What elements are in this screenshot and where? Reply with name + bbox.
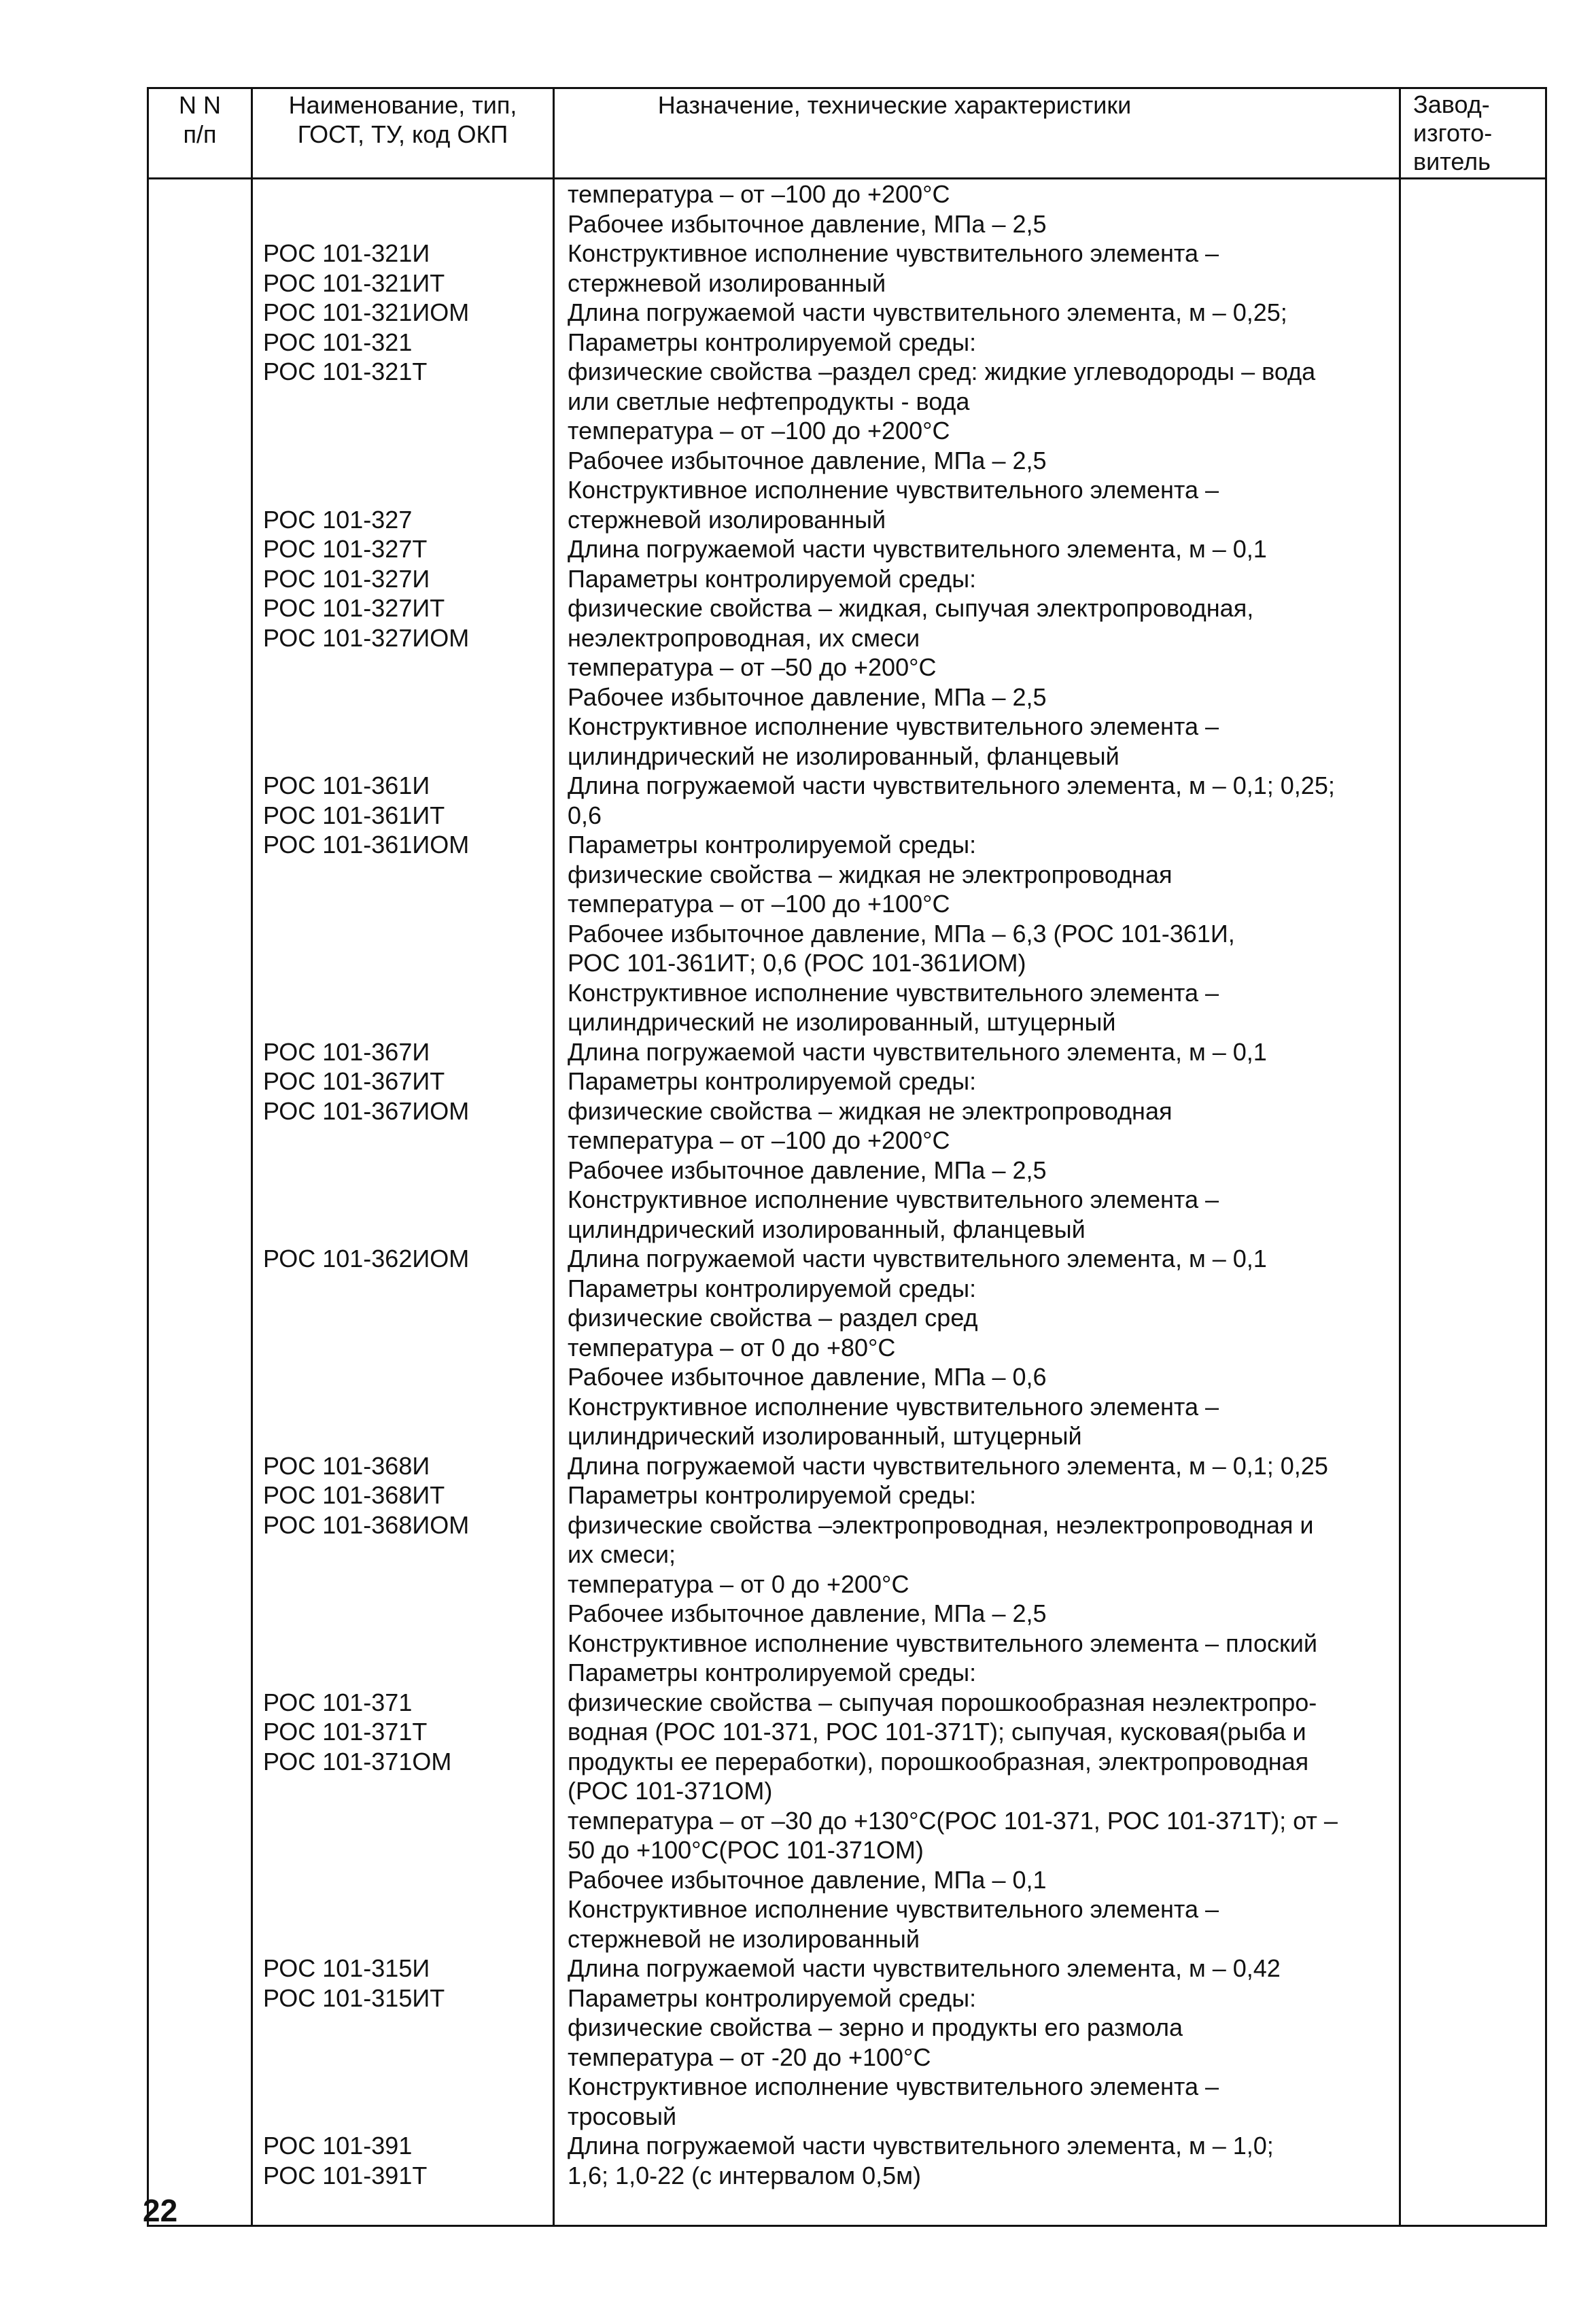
model-name	[263, 416, 549, 446]
spec-line: Конструктивное исполнение чувствительного элемента –	[568, 1392, 1219, 1421]
model-name: РОС 101-371Т	[263, 1718, 428, 1746]
spec-line: тросовый	[568, 2102, 677, 2130]
model-name	[263, 2102, 549, 2132]
model-name	[263, 1274, 549, 1304]
spec-line: Рабочее избыточное давление, МПа – 0,1	[568, 1865, 1047, 1894]
model-name	[263, 653, 549, 682]
spec-line: Длина погружаемой части чувствительного элемента, м – 0,42	[568, 1954, 1281, 1982]
spec-line: Рабочее избыточное давление, МПа – 6,3 (РОС 101-361И,	[568, 919, 1235, 948]
model-name: РОС 101-367И	[263, 1037, 430, 1066]
model-name	[263, 2072, 549, 2102]
spec-line: температура – от 0 до +200°С	[568, 1570, 909, 1598]
spec-line: Длина погружаемой части чувствительного элемента, м – 0,1	[568, 535, 1267, 563]
model-name: РОС 101-315И	[263, 1954, 430, 1982]
model-name: РОС 101-368ИТ	[263, 1481, 445, 1509]
model-name	[263, 919, 549, 949]
model-name	[263, 1185, 549, 1215]
spec-line: Конструктивное исполнение чувствительного элемента –	[568, 1895, 1219, 1923]
model-name: РОС 101-327ИОМ	[263, 623, 470, 652]
model-name: РОС 101-361ИТ	[263, 801, 445, 829]
model-name	[263, 1570, 549, 1599]
model-name	[263, 1392, 549, 1422]
model-name	[263, 209, 549, 239]
model-name	[263, 1303, 549, 1333]
model-name: РОС 101-327ИТ	[263, 594, 445, 622]
model-name: РОС 101-321И	[263, 239, 430, 267]
spec-line: стержневой изолированный	[568, 505, 886, 534]
spec-line: 0,6	[568, 801, 602, 829]
model-name	[263, 1007, 549, 1037]
spec-line: температура – от –100 до +200°С	[568, 1126, 950, 1154]
model-name: РОС 101-321ИОМ	[263, 298, 470, 326]
spec-line: Рабочее избыточное давление, МПа – 2,5	[568, 209, 1047, 238]
spec-line: температура – от –100 до +100°С	[568, 890, 950, 918]
model-name: РОС 101-371ОМ	[263, 1747, 452, 1775]
model-name	[263, 742, 549, 772]
model-name: РОС 101-371	[263, 1688, 413, 1716]
spec-line: физические свойства – сыпучая порошкообразная неэлектропро-	[568, 1688, 1317, 1716]
model-name	[263, 1776, 549, 1806]
model-name	[263, 1835, 549, 1865]
spec-line: Рабочее избыточное давление, МПа – 2,5	[568, 682, 1047, 711]
model-name: РОС 101-368ИОМ	[263, 1510, 470, 1539]
model-name	[263, 978, 549, 1008]
spec-line: физические свойства – зерно и продукты его размола	[568, 2013, 1183, 2041]
spec-line: физические свойства – жидкая не электропроводная	[568, 860, 1173, 888]
spec-line: Рабочее избыточное давление, МПа – 2,5	[568, 1156, 1047, 1184]
model-name: РОС 101-368И	[263, 1451, 430, 1480]
model-name	[263, 475, 549, 505]
spec-line: Конструктивное исполнение чувствительного элемента –	[568, 476, 1219, 504]
model-name	[263, 1924, 549, 1954]
model-name	[263, 948, 549, 978]
spec-line: Конструктивное исполнение чувствительного элемента –	[568, 712, 1219, 740]
spec-line: 1,6; 1,0-22 (с интервалом 0,5м)	[568, 2161, 921, 2189]
model-name	[263, 1894, 549, 1924]
model-name	[263, 1599, 549, 1629]
spec-line: Длина погружаемой части чувствительного элемента, м – 0,1	[568, 1037, 1267, 1066]
details-column	[568, 179, 1393, 2190]
spec-line: Рабочее избыточное давление, МПа – 2,5	[568, 1599, 1047, 1627]
model-name	[263, 1629, 549, 1659]
spec-line: Параметры контролируемой среды:	[568, 1659, 977, 1686]
spec-line: Длина погружаемой части чувствительного элемента, м – 0,1	[568, 1245, 1267, 1272]
spec-line: водная (РОС 101-371, РОС 101-371Т); сыпучая, кусковая(рыба и	[568, 1718, 1306, 1746]
model-name: РОС 101-391	[263, 2132, 413, 2160]
model-name	[263, 1540, 549, 1570]
model-name: РОС 101-367ИОМ	[263, 1096, 470, 1125]
model-name: РОС 101-362ИОМ	[263, 1245, 470, 1272]
model-name: РОС 101-391Т	[263, 2161, 428, 2189]
column-divider	[553, 89, 555, 2225]
model-name: РОС 101-315ИТ	[263, 1983, 445, 2012]
model-name: РОС 101-327И	[263, 564, 430, 593]
spec-line: физические свойства – раздел сред	[568, 1304, 978, 1332]
spec-table	[147, 87, 1547, 2227]
spec-line: 50 до +100°С(РОС 101-371ОМ)	[568, 1836, 924, 1864]
spec-line: температура – от –50 до +200°С	[568, 653, 937, 681]
spec-line: температура – от –30 до +130°С(РОС 101-371, РОС 101-371Т); от –	[568, 1806, 1338, 1835]
model-name	[263, 1865, 549, 1895]
model-name	[263, 1421, 549, 1451]
spec-line: неэлектропроводная, их смеси	[568, 623, 920, 652]
spec-line: Конструктивное исполнение чувствительного элемента – плоский	[568, 1629, 1317, 1657]
model-name	[263, 889, 549, 919]
spec-line: Параметры контролируемой среды:	[568, 1481, 977, 1509]
model-name	[263, 446, 549, 476]
model-name	[263, 712, 549, 742]
spec-line: физические свойства – жидкая, сыпучая электропроводная,	[568, 594, 1254, 622]
spec-line: Конструктивное исполнение чувствительного элемента –	[568, 2073, 1219, 2100]
model-name	[263, 1362, 549, 1392]
model-name: РОС 101-361ИОМ	[263, 831, 470, 859]
spec-line: Длина погружаемой части чувствительного элемента, м – 0,25;	[568, 298, 1287, 326]
model-name	[263, 2190, 549, 2220]
spec-line: цилиндрический не изолированный, фланцевый	[568, 742, 1120, 770]
spec-line: Параметры контролируемой среды:	[568, 564, 977, 593]
spec-line: Параметры контролируемой среды:	[568, 1067, 977, 1095]
header-number: N N п/п	[179, 91, 221, 148]
model-name	[263, 387, 549, 417]
spec-line: их смеси;	[568, 1540, 676, 1568]
spec-line: физические свойства –раздел сред: жидкие углеводороды – вода	[568, 358, 1316, 385]
model-name	[263, 1156, 549, 1185]
spec-line: Параметры контролируемой среды:	[568, 831, 977, 859]
spec-line: Параметры контролируемой среды:	[568, 1983, 977, 2012]
spec-line: Параметры контролируемой среды:	[568, 1274, 977, 1302]
spec-line: Конструктивное исполнение чувствительного элемента –	[568, 978, 1219, 1007]
spec-line: Длина погружаемой части чувствительного элемента, м – 0,1; 0,25	[568, 1451, 1328, 1480]
model-name: РОС 101-321	[263, 328, 413, 356]
spec-line: цилиндрический изолированный, фланцевый	[568, 1215, 1086, 1243]
spec-line: Конструктивное исполнение чувствительного элемента –	[568, 239, 1219, 267]
model-name	[263, 682, 549, 712]
spec-line: стержневой изолированный	[568, 268, 886, 297]
header-purpose: Назначение, технические характеристики	[657, 91, 1132, 119]
column-divider	[251, 89, 253, 2225]
spec-line: Параметры контролируемой среды:	[568, 328, 977, 356]
spec-line: Рабочее избыточное давление, МПа – 2,5	[568, 446, 1047, 474]
model-name: РОС 101-321Т	[263, 358, 428, 385]
spec-line: цилиндрический изолированный, штуцерный	[568, 1422, 1082, 1450]
spec-line: продукты ее переработки), порошкообразная, электропроводная	[568, 1747, 1309, 1775]
spec-line: физические свойства – жидкая не электропроводная	[568, 1096, 1173, 1125]
spec-line: температура – от –100 до +200°С	[568, 180, 950, 208]
spec-line: РОС 101-361ИТ; 0,6 (РОС 101-361ИОМ)	[568, 949, 1026, 977]
spec-line: физические свойства –электропроводная, неэлектропроводная и	[568, 1510, 1314, 1539]
header-name: Наименование, тип, ГОСТ, ТУ, код ОКП	[288, 91, 517, 148]
model-name: РОС 101-361И	[263, 772, 430, 799]
header-manufacturer: Завод- изгото- витель	[1413, 90, 1493, 175]
name-column	[263, 179, 549, 2249]
model-name	[263, 1333, 549, 1363]
model-name: РОС 101-367ИТ	[263, 1067, 445, 1095]
page-number: 22	[143, 2193, 178, 2228]
spec-line: температура – от –100 до +200°С	[568, 417, 950, 445]
model-name	[263, 1126, 549, 1156]
spec-line: Длина погружаемой части чувствительного элемента, м – 0,1; 0,25;	[568, 772, 1335, 799]
spec-line: цилиндрический не изолированный, штуцерный	[568, 1008, 1116, 1036]
model-name: РОС 101-327Т	[263, 535, 428, 563]
model-name	[263, 1806, 549, 1836]
model-name	[263, 860, 549, 890]
model-name	[263, 2013, 549, 2043]
spec-line: Рабочее избыточное давление, МПа – 0,6	[568, 1363, 1047, 1391]
column-divider	[1399, 89, 1401, 2225]
model-name	[263, 1658, 549, 1688]
model-name	[263, 2043, 549, 2073]
spec-line: температура – от 0 до +80°С	[568, 1333, 896, 1362]
model-name: РОС 101-321ИТ	[263, 268, 445, 297]
spec-line: или светлые нефтепродукты - вода	[568, 387, 970, 415]
spec-line: температура – от -20 до +100°С	[568, 2043, 931, 2071]
model-name	[263, 179, 549, 209]
model-name: РОС 101-327	[263, 505, 413, 534]
spec-line: Конструктивное исполнение чувствительного элемента –	[568, 1185, 1219, 1213]
spec-line: (РОС 101-371ОМ)	[568, 1777, 773, 1805]
spec-line: Длина погружаемой части чувствительного элемента, м – 1,0;	[568, 2132, 1274, 2160]
model-name	[263, 2220, 549, 2250]
model-name	[263, 1215, 549, 1245]
spec-line: стержневой не изолированный	[568, 1924, 920, 1953]
